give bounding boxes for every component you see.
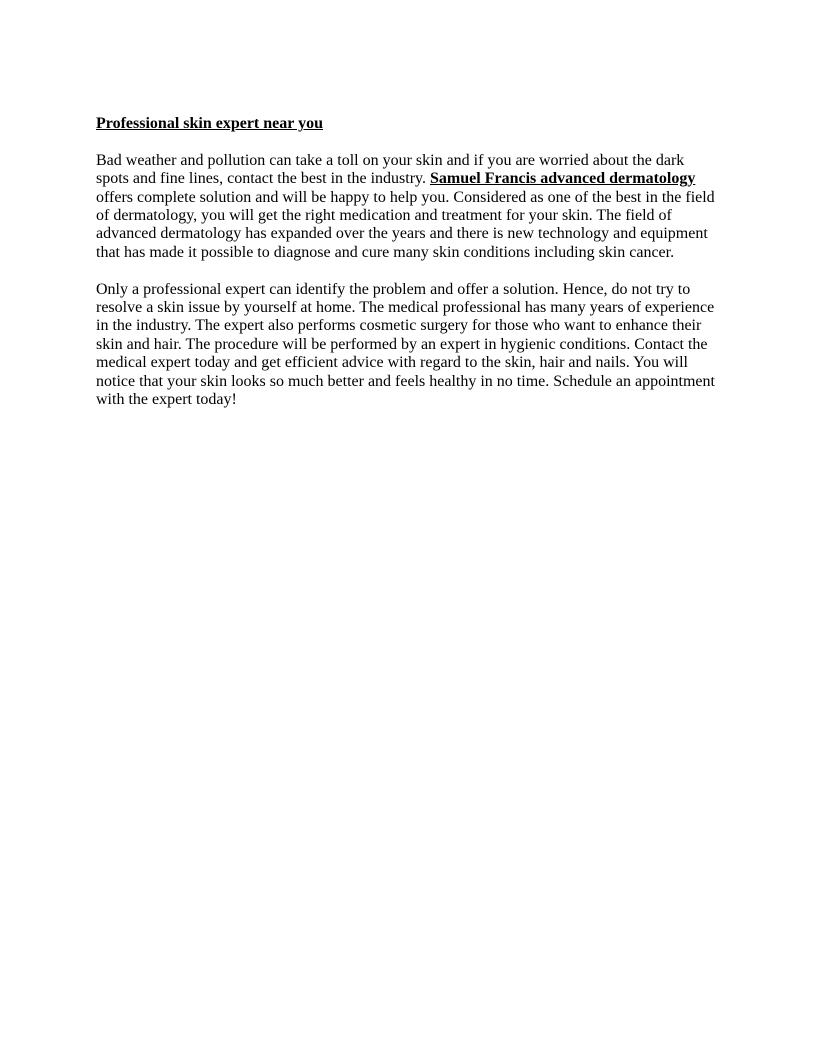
paragraph-line: skin and hair. The procedure will be performed by an expert in hygienic conditions. Contact the: [96, 335, 708, 353]
paragraph-line-with-link: [96, 170, 722, 188]
paragraph-expert: [96, 281, 722, 410]
paragraph-line: of dermatology, you will get the right medication and treatment for your skin. The field of: [96, 207, 672, 225]
paragraph-line: medical expert today and get efficient advice with regard to the skin, hair and nails. You will: [96, 354, 688, 372]
paragraph-line: that has made it possible to diagnose and cure many skin conditions including skin cancer.: [96, 243, 675, 261]
paragraph-line: resolve a skin issue by yourself at home. The medical professional has many years of experience: [96, 299, 715, 317]
dermatology-link[interactable]: Samuel Francis advanced dermatology: [430, 170, 696, 188]
paragraph-intro: [96, 152, 722, 262]
paragraph-line: notice that your skin looks so much better and feels healthy in no time. Schedule an appointment: [96, 372, 715, 390]
paragraph-line: offers complete solution and will be happy to help you. Considered as one of the best in the field: [96, 188, 715, 206]
document-body: [96, 115, 722, 428]
paragraph-line-text: spots and fine lines, contact the best in the industry.: [96, 170, 431, 188]
paragraph-line: Only a professional expert can identify the problem and offer a solution. Hence, do not try to: [96, 280, 691, 298]
paragraph-line: in the industry. The expert also performs cosmetic surgery for those who want to enhance their: [96, 317, 702, 335]
paragraph-line: advanced dermatology has expanded over the years and there is new technology and equipment: [96, 225, 708, 243]
paragraph-line: with the expert today!: [96, 391, 237, 409]
document-heading: Professional skin expert near you: [96, 115, 323, 132]
paragraph-line: Bad weather and pollution can take a toll on your skin and if you are worried about the dark: [96, 151, 685, 169]
